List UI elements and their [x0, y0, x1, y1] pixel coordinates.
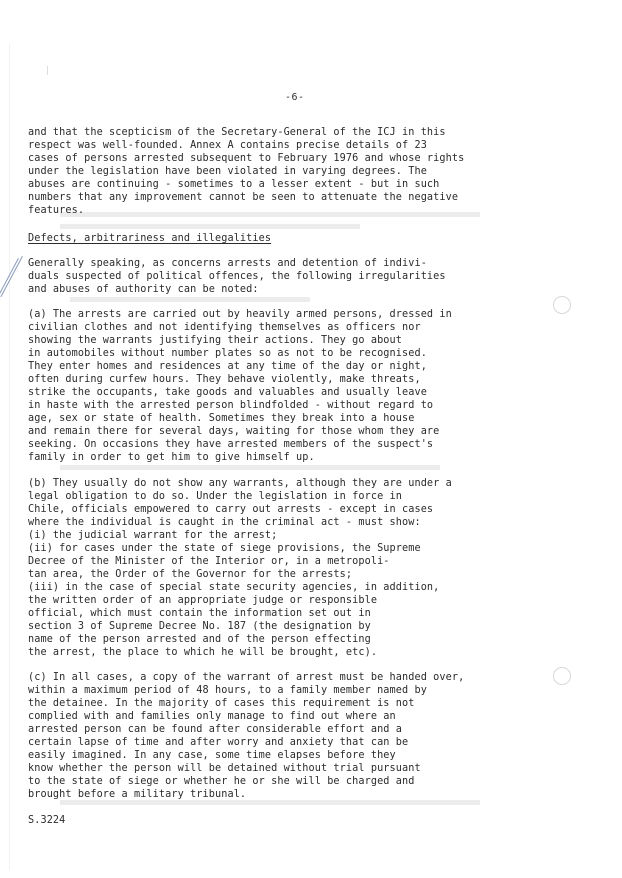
text-line: (ii) for cases under the state of siege provisions, the Supreme [28, 543, 421, 554]
text-line: under the legislation have been violated in varying degrees. The [28, 166, 427, 177]
punch-hole [553, 667, 571, 685]
scan-bleed [70, 297, 310, 302]
punch-hole [553, 296, 571, 314]
text-line: (b) They usually do not show any warrants, although they are under a [28, 478, 452, 489]
text-line: the arrest, the place to which he will be brought, etc). [28, 647, 378, 658]
text-line: Decree of the Minister of the Interior or, in a metropoli- [28, 556, 390, 567]
text-line: the detainee. In the majority of cases this requirement is not [28, 698, 415, 709]
page-number: -6- [285, 92, 305, 103]
text-line: in haste with the arrested person blindfolded - without regard to [28, 400, 434, 411]
text-line: numbers that any improvement cannot be seen to attenuate the negative [28, 192, 459, 203]
text-line: tan area, the Order of the Governor for the arrests; [28, 569, 353, 580]
text-line: seeking. On occasions they have arrested members of the suspect's [28, 439, 434, 450]
text-line: cases of persons arrested subsequent to February 1976 and whose rights [28, 153, 465, 164]
text-line: know whether the person will be detained without trial pursuant [28, 763, 421, 774]
text-line: They enter homes and residences at any time of the day or night, [28, 361, 427, 372]
text-line: the written order of an appropriate judge or responsible [28, 595, 378, 606]
text-line: civilian clothes and not identifying themselves as officers nor [28, 322, 421, 333]
text-line: arrested person can be found after considerable effort and a [28, 724, 403, 735]
document-code: S.3224 [28, 815, 66, 826]
text-line: legal obligation to do so. Under the legislation in force in [28, 491, 403, 502]
text-line: duals suspected of political offences, the following irregularities [28, 271, 446, 282]
text-line: where the individual is caught in the criminal act - must show: [28, 517, 421, 528]
text-line: strike the occupants, take goods and valuables and usually leave [28, 387, 427, 398]
text-line: and remain there for several days, waiting for those whom they are [28, 426, 440, 437]
text-line: and that the scepticism of the Secretary-General of the ICJ in this [28, 127, 446, 138]
text-line: (c) In all cases, a copy of the warrant of arrest must be handed over, [28, 672, 465, 683]
text-line: complied with and families only manage to find out where an [28, 711, 396, 722]
scan-bleed [60, 224, 360, 229]
text-line: Chile, officials empowered to carry out arrests - except in cases [28, 504, 434, 515]
text-line: showing the warrants justifying their actions. They go about [28, 335, 403, 346]
text-line: (iii) in the case of special state security agencies, in addition, [28, 582, 440, 593]
text-line: certain lapse of time and after worry and anxiety that can be [28, 737, 409, 748]
text-line: (a) The arrests are carried out by heavily armed persons, dressed in [28, 309, 452, 320]
text-line: Generally speaking, as concerns arrests and detention of indivi- [28, 258, 427, 269]
text-line: official, which must contain the information set out in [28, 608, 371, 619]
scan-bleed [60, 465, 440, 470]
scan-bleed [60, 212, 480, 217]
text-line: brought before a military tribunal. [28, 789, 247, 800]
text-line: respect was well-founded. Annex A contains precise details of 23 [28, 140, 427, 151]
text-line: within a maximum period of 48 hours, to a family member named by [28, 685, 427, 696]
text-line: family in order to get him to give himself up. [28, 452, 315, 463]
text-line: name of the person arrested and of the person effecting [28, 634, 371, 645]
text-line: to the state of siege or whether he or she will be charged and [28, 776, 415, 787]
text-line: easily imagined. In any case, some time elapses before they [28, 750, 396, 761]
text-line: features. [28, 205, 85, 216]
text-line: abuses are continuing - sometimes to a lesser extent - but in such [28, 179, 440, 190]
section-heading: Defects, arbitrariness and illegalities [28, 233, 272, 244]
text-line: (i) the judicial warrant for the arrest; [28, 530, 278, 541]
text-line: often during curfew hours. They behave violently, make threats, [28, 374, 421, 385]
text-line: age, sex or state of health. Sometimes they break into a house [28, 413, 415, 424]
text-line: and abuses of authority can be noted: [28, 284, 259, 295]
scan-mark [47, 66, 48, 75]
text-line: section 3 of Supreme Decree No. 187 (the designation by [28, 621, 371, 632]
text-line: in automobiles without number plates so as not to be recognised. [28, 348, 427, 359]
